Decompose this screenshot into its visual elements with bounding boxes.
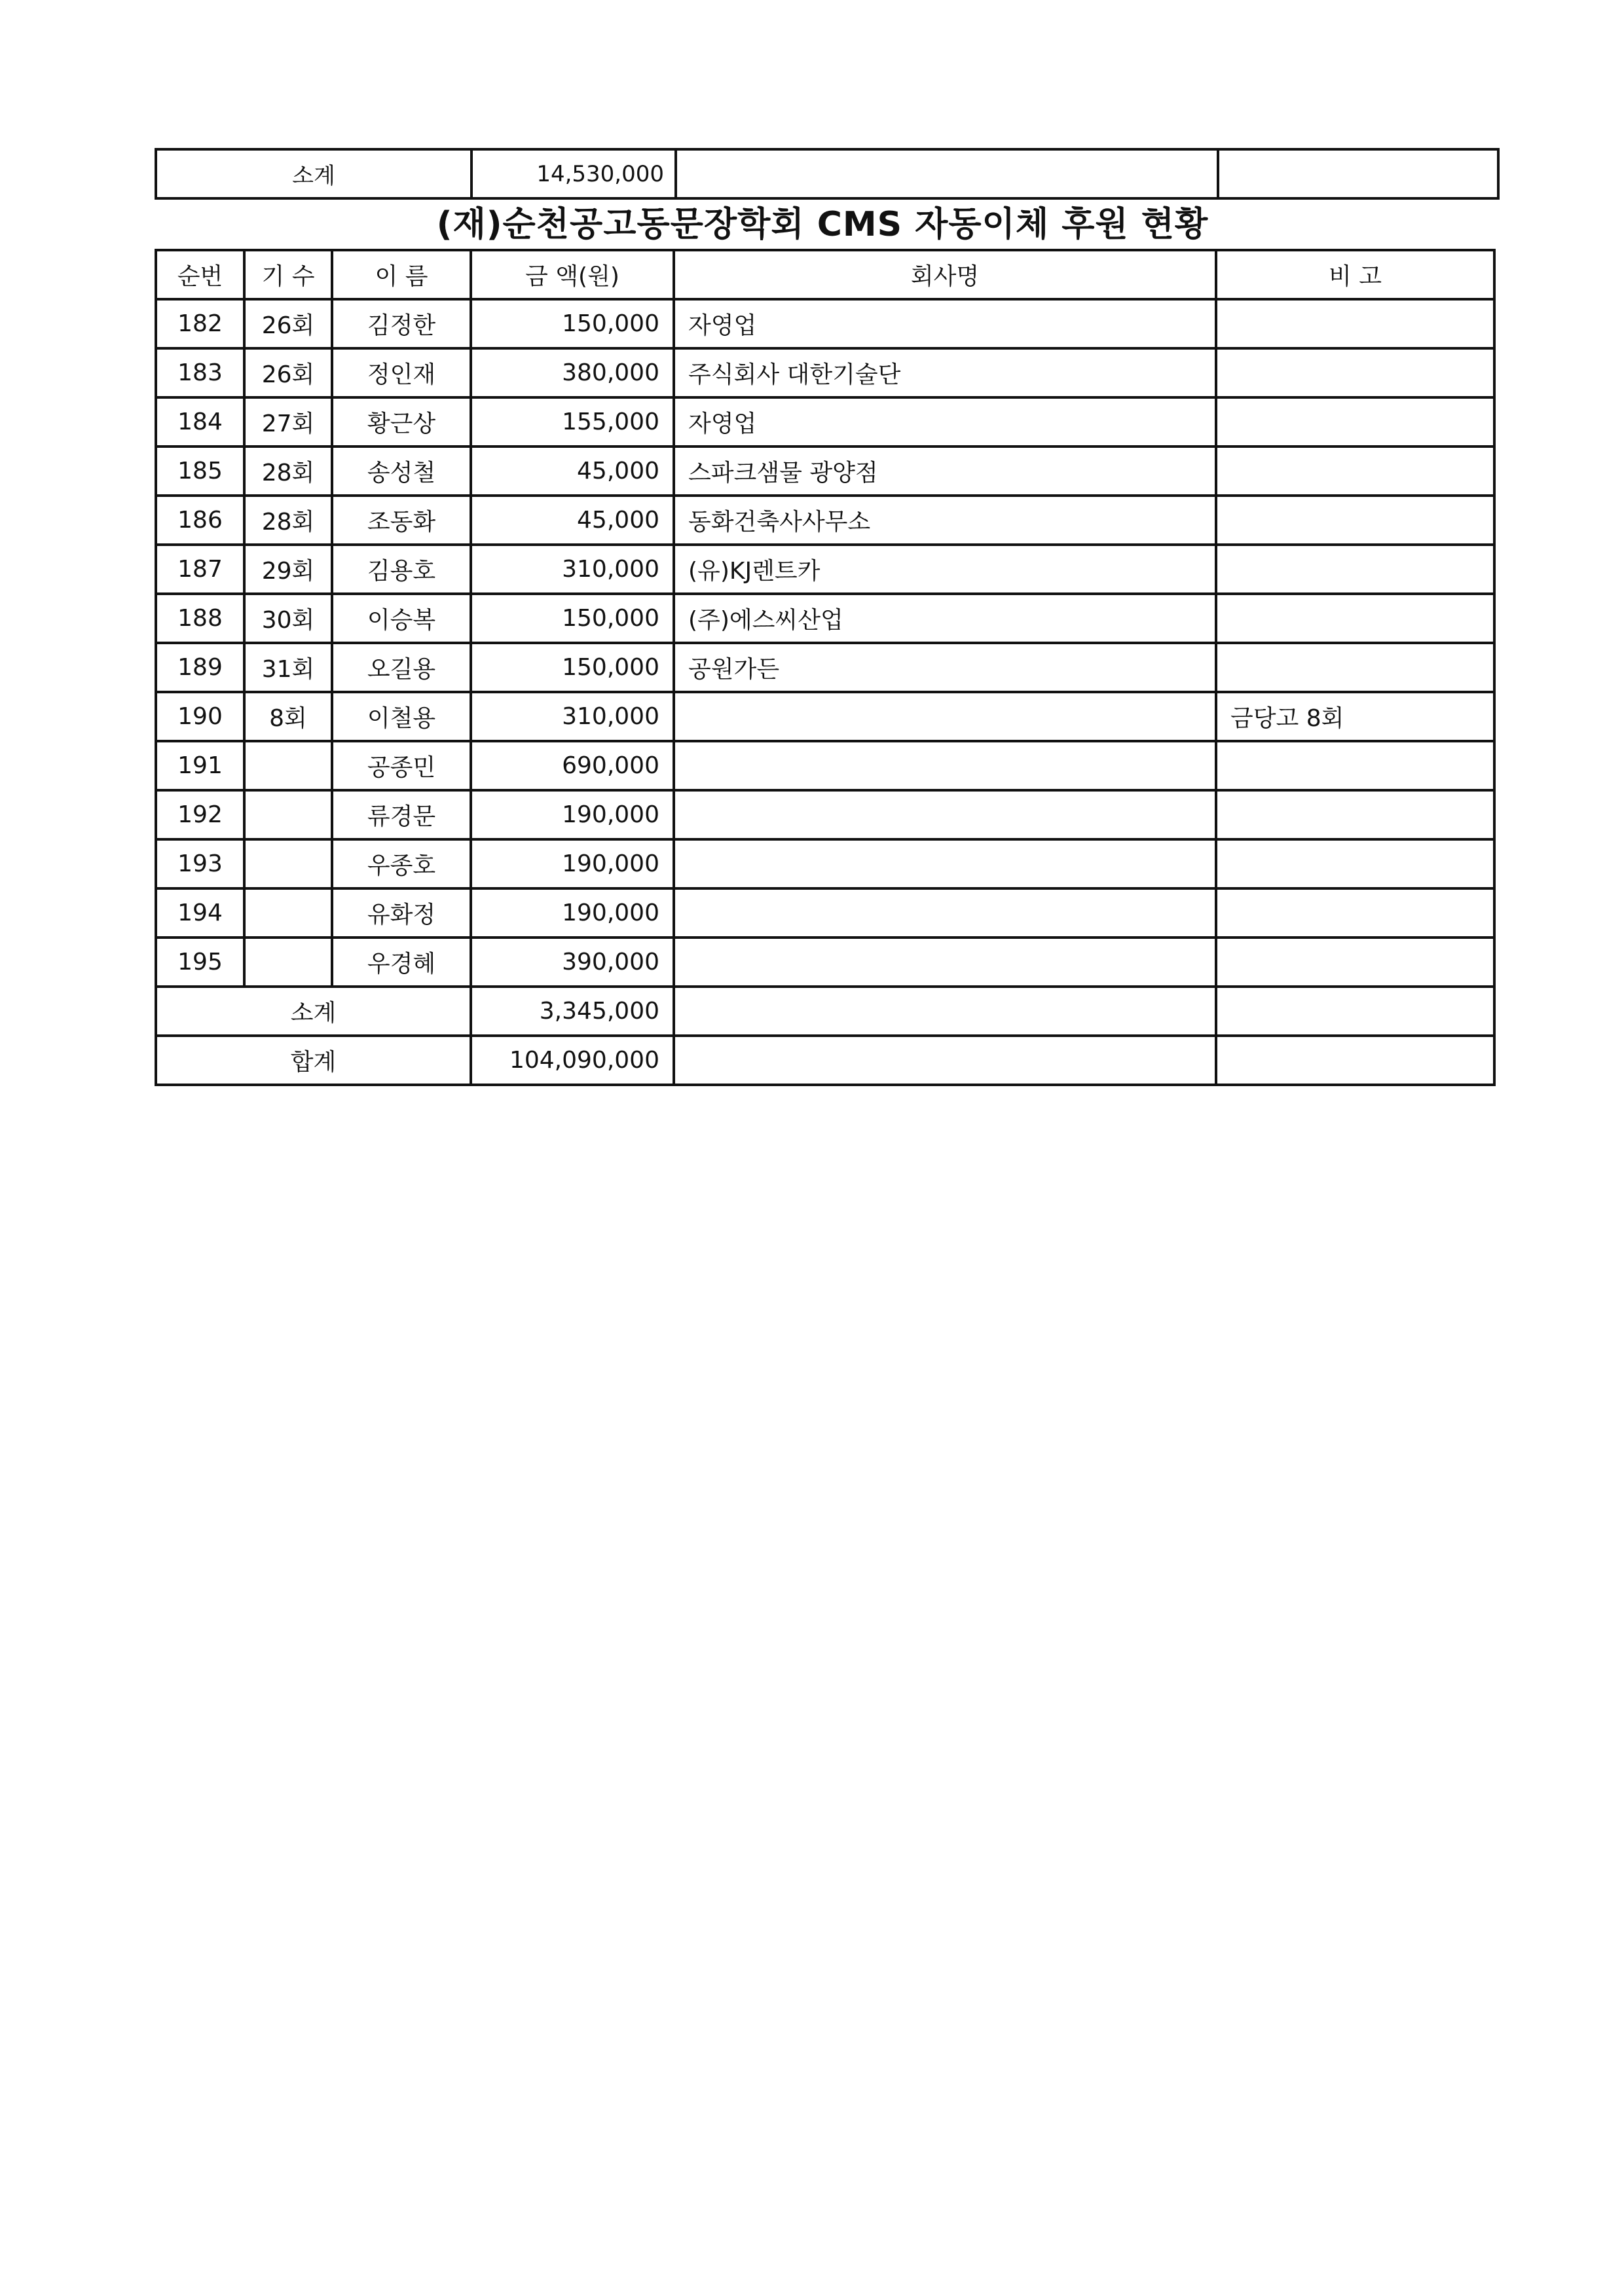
row-class: 26회 xyxy=(244,348,332,397)
row-class: 29회 xyxy=(244,545,332,594)
row-amount: 150,000 xyxy=(471,594,674,643)
row-company: 자영업 xyxy=(674,397,1216,446)
row-amount: 310,000 xyxy=(471,692,674,741)
table-row xyxy=(156,790,1494,839)
row-no: 189 xyxy=(156,643,244,692)
row-class xyxy=(244,938,332,987)
row-name: 공종민 xyxy=(332,741,471,790)
row-note xyxy=(1216,545,1494,594)
row-note: 금당고 8회 xyxy=(1216,692,1494,741)
row-class xyxy=(244,888,332,938)
row-no: 188 xyxy=(156,594,244,643)
row-name: 이철용 xyxy=(332,692,471,741)
table-row xyxy=(156,496,1494,545)
row-no: 185 xyxy=(156,446,244,496)
row-note xyxy=(1216,348,1494,397)
row-note xyxy=(1216,643,1494,692)
row-name: 우경혜 xyxy=(332,938,471,987)
row-name: 오길용 xyxy=(332,643,471,692)
document-title: (재)순천공고동문장학회 CMS 자동이체 후원 현황 xyxy=(436,205,1209,244)
row-name: 정인재 xyxy=(332,348,471,397)
total-empty-cell xyxy=(1216,1036,1494,1085)
total-label: 합계 xyxy=(156,1036,471,1085)
header-no: 순번 xyxy=(156,250,244,299)
donation-table xyxy=(155,249,1496,1086)
table-row xyxy=(156,643,1494,692)
table-row xyxy=(156,594,1494,643)
row-note xyxy=(1216,397,1494,446)
row-no: 191 xyxy=(156,741,244,790)
table-row xyxy=(156,839,1494,888)
row-note xyxy=(1216,594,1494,643)
row-no: 183 xyxy=(156,348,244,397)
row-company xyxy=(674,839,1216,888)
row-amount: 45,000 xyxy=(471,496,674,545)
row-note xyxy=(1216,496,1494,545)
row-amount: 380,000 xyxy=(471,348,674,397)
header-name: 이 름 xyxy=(332,250,471,299)
previous-empty-cell xyxy=(1218,149,1498,198)
row-company xyxy=(674,692,1216,741)
row-amount: 150,000 xyxy=(471,643,674,692)
row-no: 190 xyxy=(156,692,244,741)
table-row xyxy=(156,446,1494,496)
row-amount: 690,000 xyxy=(471,741,674,790)
row-class: 27회 xyxy=(244,397,332,446)
header-class: 기 수 xyxy=(244,250,332,299)
row-class: 28회 xyxy=(244,446,332,496)
row-note xyxy=(1216,299,1494,348)
row-amount: 150,000 xyxy=(471,299,674,348)
table-row xyxy=(156,888,1494,938)
row-amount: 190,000 xyxy=(471,888,674,938)
row-company xyxy=(674,741,1216,790)
row-company: 자영업 xyxy=(674,299,1216,348)
row-no: 192 xyxy=(156,790,244,839)
previous-empty-cell xyxy=(676,149,1218,198)
subtotal-row xyxy=(156,987,1494,1036)
table-row xyxy=(156,938,1494,987)
row-no: 186 xyxy=(156,496,244,545)
table-row xyxy=(156,692,1494,741)
subtotal-empty-cell xyxy=(1216,987,1494,1036)
row-company xyxy=(674,790,1216,839)
row-name: 송성철 xyxy=(332,446,471,496)
header-amount: 금 액(원) xyxy=(471,250,674,299)
row-amount: 310,000 xyxy=(471,545,674,594)
row-note xyxy=(1216,839,1494,888)
header-note: 비 고 xyxy=(1216,250,1494,299)
header-row xyxy=(156,250,1494,299)
row-company: 동화건축사사무소 xyxy=(674,496,1216,545)
previous-subtotal-amount: 14,530,000 xyxy=(471,149,676,198)
row-note xyxy=(1216,790,1494,839)
row-note xyxy=(1216,446,1494,496)
table-row xyxy=(156,348,1494,397)
row-name: 우종호 xyxy=(332,839,471,888)
row-no: 187 xyxy=(156,545,244,594)
previous-subtotal-table xyxy=(155,148,1500,200)
row-name: 김용호 xyxy=(332,545,471,594)
total-row xyxy=(156,1036,1494,1085)
row-amount: 190,000 xyxy=(471,790,674,839)
total-amount: 104,090,000 xyxy=(471,1036,674,1085)
subtotal-empty-cell xyxy=(674,987,1216,1036)
row-amount: 190,000 xyxy=(471,839,674,888)
row-amount: 390,000 xyxy=(471,938,674,987)
row-name: 유화정 xyxy=(332,888,471,938)
table-row xyxy=(156,741,1494,790)
row-no: 184 xyxy=(156,397,244,446)
row-no: 194 xyxy=(156,888,244,938)
row-name: 이승복 xyxy=(332,594,471,643)
row-class: 31회 xyxy=(244,643,332,692)
row-no: 182 xyxy=(156,299,244,348)
row-class: 8회 xyxy=(244,692,332,741)
previous-subtotal-label: 소계 xyxy=(156,149,471,198)
row-no: 193 xyxy=(156,839,244,888)
table-row xyxy=(156,545,1494,594)
table-row xyxy=(156,299,1494,348)
row-name: 류경문 xyxy=(332,790,471,839)
row-name: 김정한 xyxy=(332,299,471,348)
previous-subtotal-row xyxy=(156,149,1498,198)
row-class: 28회 xyxy=(244,496,332,545)
subtotal-label: 소계 xyxy=(156,987,471,1036)
row-company: 주식회사 대한기술단 xyxy=(674,348,1216,397)
row-note xyxy=(1216,741,1494,790)
row-class xyxy=(244,790,332,839)
row-class xyxy=(244,839,332,888)
row-company xyxy=(674,888,1216,938)
row-class: 30회 xyxy=(244,594,332,643)
row-amount: 45,000 xyxy=(471,446,674,496)
row-class xyxy=(244,741,332,790)
row-name: 황근상 xyxy=(332,397,471,446)
row-amount: 155,000 xyxy=(471,397,674,446)
table-row xyxy=(156,397,1494,446)
row-name: 조동화 xyxy=(332,496,471,545)
row-company: (주)에스씨산업 xyxy=(674,594,1216,643)
row-note xyxy=(1216,938,1494,987)
row-no: 195 xyxy=(156,938,244,987)
header-company: 회사명 xyxy=(674,250,1216,299)
row-note xyxy=(1216,888,1494,938)
row-class: 26회 xyxy=(244,299,332,348)
row-company: (유)KJ렌트카 xyxy=(674,545,1216,594)
row-company: 공원가든 xyxy=(674,643,1216,692)
total-empty-cell xyxy=(674,1036,1216,1085)
row-company: 스파크샘물 광양점 xyxy=(674,446,1216,496)
row-company xyxy=(674,938,1216,987)
subtotal-amount: 3,345,000 xyxy=(471,987,674,1036)
